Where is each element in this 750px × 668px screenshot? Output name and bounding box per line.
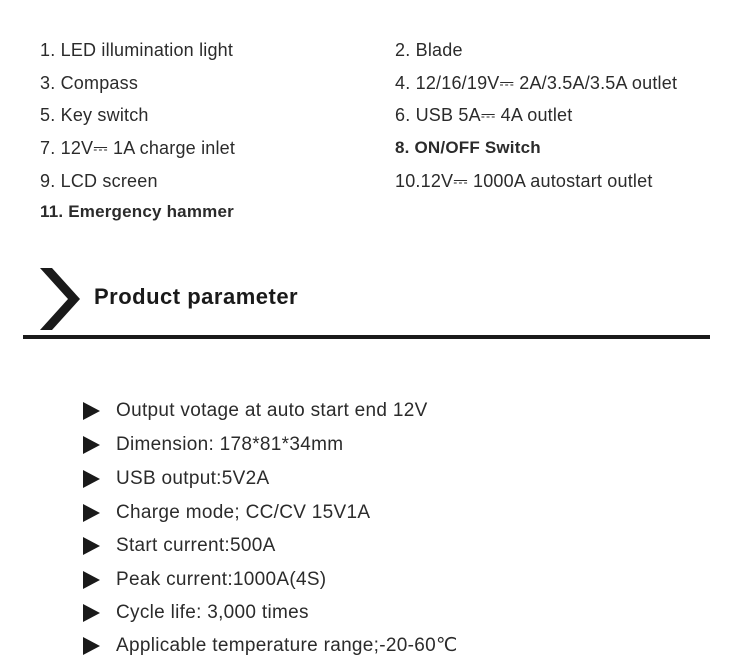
spec-text: Dimension: 178*81*34mm (116, 434, 344, 455)
feature-item-5: 5. Key switch (40, 105, 149, 125)
bullet-triangle-icon (83, 436, 100, 454)
spec-text: USB output:5V2A (116, 468, 270, 489)
feature-item-6: 6. USB 5A⎓ 4A outlet (395, 105, 573, 125)
spec-text: Start current:500A (116, 535, 276, 556)
bullet-triangle-icon (83, 402, 100, 420)
feature-item-9: 9. LCD screen (40, 171, 158, 191)
feature-item-7: 7. 12V⎓ 1A charge inlet (40, 138, 236, 158)
section-divider (23, 335, 710, 339)
spec-text: Peak current:1000A(4S) (116, 569, 327, 590)
bullet-triangle-icon (83, 637, 100, 655)
spec-text: Cycle life: 3,000 times (116, 602, 309, 623)
feature-item-2: 2. Blade (395, 40, 463, 60)
feature-item-3: 3. Compass (40, 73, 139, 93)
section-header (38, 268, 718, 332)
bullet-triangle-icon (83, 470, 100, 488)
bullet-triangle-icon (83, 537, 100, 555)
bullet-triangle-icon (83, 504, 100, 522)
feature-item-8: 8. ON/OFF Switch (395, 138, 541, 157)
feature-item-1: 1. LED illumination light (40, 40, 234, 60)
spec-text: Output votage at auto start end 12V (116, 400, 428, 421)
bullet-triangle-icon (83, 571, 100, 589)
section-title: Product parameter (94, 284, 299, 309)
spec-text: Charge mode; CC/CV 15V1A (116, 502, 371, 523)
feature-item-4: 4. 12/16/19V⎓ 2A/3.5A/3.5A outlet (395, 73, 678, 93)
feature-item-10: 10.12V⎓ 1000A autostart outlet (395, 171, 653, 191)
feature-item-11: 11. Emergency hammer (40, 202, 234, 221)
chevron-right-icon (38, 268, 82, 330)
bullet-triangle-icon (83, 604, 100, 622)
spec-text: Applicable temperature range;-20-60℃ (116, 635, 458, 656)
